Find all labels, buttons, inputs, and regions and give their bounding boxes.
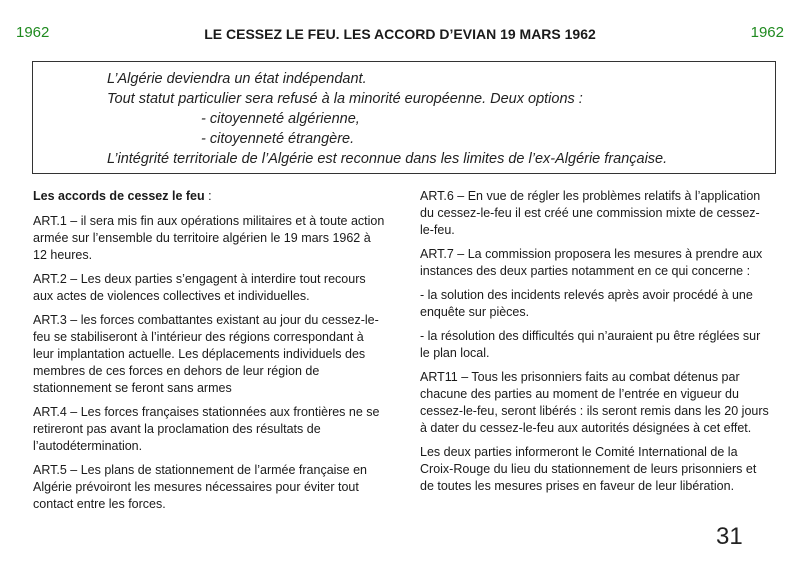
article-6: ART.6 – En vue de régler les problèmes relatifs à l’application du cessez-le-feu il est créé une commission mixte de cessez-le-feu. bbox=[420, 189, 761, 237]
right-column bbox=[420, 188, 772, 502]
page-title: LE CESSEZ LE FEU. LES ACCORD D’EVIAN 19 MARS 1962 bbox=[204, 26, 596, 42]
summary-option-foreign: - citoyenneté étrangère. bbox=[201, 131, 355, 147]
summary-option-algerian: - citoyenneté algérienne, bbox=[201, 111, 360, 127]
article-7-item-incidents: - la solution des incidents relevés après avoir procédé à une enquête sur pièces. bbox=[420, 288, 753, 319]
page-number: 31 bbox=[716, 523, 743, 550]
article-3: ART.3 – les forces combattantes existant au jour du cessez-le-feu se stabiliseront à l’intérieur des régions correspondant à leur implantation actuelle. Les déplacements individuels des membres de ces forces en dehors de leur région de stationnement se feront sans armes bbox=[33, 313, 379, 395]
section-heading-suffix: : bbox=[204, 189, 212, 203]
article-5: ART.5 – Les plans de stationnement de l’armée française en Algérie prévoiront les mesures nécessaires pour éviter tout contact entre les forces. bbox=[33, 463, 367, 511]
article-2: ART.2 – Les deux parties s’engagent à interdire tout recours aux actes de violences collectives et individuelles. bbox=[33, 272, 366, 303]
section-heading-line bbox=[33, 188, 388, 205]
summary-line-territory: L’intégrité territoriale de l’Algérie est reconnue dans les limites de l’ex-Algérie française. bbox=[107, 151, 668, 167]
year-right: 1962 bbox=[750, 24, 784, 41]
summary-box bbox=[32, 61, 776, 174]
year-left: 1962 bbox=[16, 24, 50, 41]
article-11: ART11 – Tous les prisonniers faits au combat détenus par chacune des parties au moment de l’entrée en vigueur du cessez-le-feu, seront libérés : ils seront remis dans les 20 jours à dater du cessez-le-feu aux autorités désignées à cet effet. bbox=[420, 370, 769, 435]
article-4: ART.4 – Les forces françaises stationnées aux frontières ne se retireront pas avant la proclamation des résultats de l’autodétermination. bbox=[33, 405, 380, 453]
left-column bbox=[33, 188, 388, 520]
red-cross-paragraph: Les deux parties informeront le Comité International de la Croix-Rouge du lieu du stationnement de leurs prisonniers et de toutes les mesures prises en faveur de leur libération. bbox=[420, 445, 757, 493]
article-1: ART.1 – il sera mis fin aux opérations militaires et à toute action armée sur l’ensemble du territoire algérien le 19 mars 1962 à 12 heures. bbox=[33, 214, 385, 262]
article-7-item-difficulties: - la résolution des difficultés qui n’auraient pu être réglées sur le plan local. bbox=[420, 329, 761, 360]
summary-line-independence: L’Algérie deviendra un état indépendant. bbox=[107, 71, 367, 87]
section-heading: Les accords de cessez le feu bbox=[33, 189, 205, 203]
summary-line-status: Tout statut particulier sera refusé à la minorité européenne. Deux options : bbox=[107, 91, 583, 107]
article-7: ART.7 – La commission proposera les mesures à prendre aux instances des deux parties notamment en ce qui concerne : bbox=[420, 247, 763, 278]
